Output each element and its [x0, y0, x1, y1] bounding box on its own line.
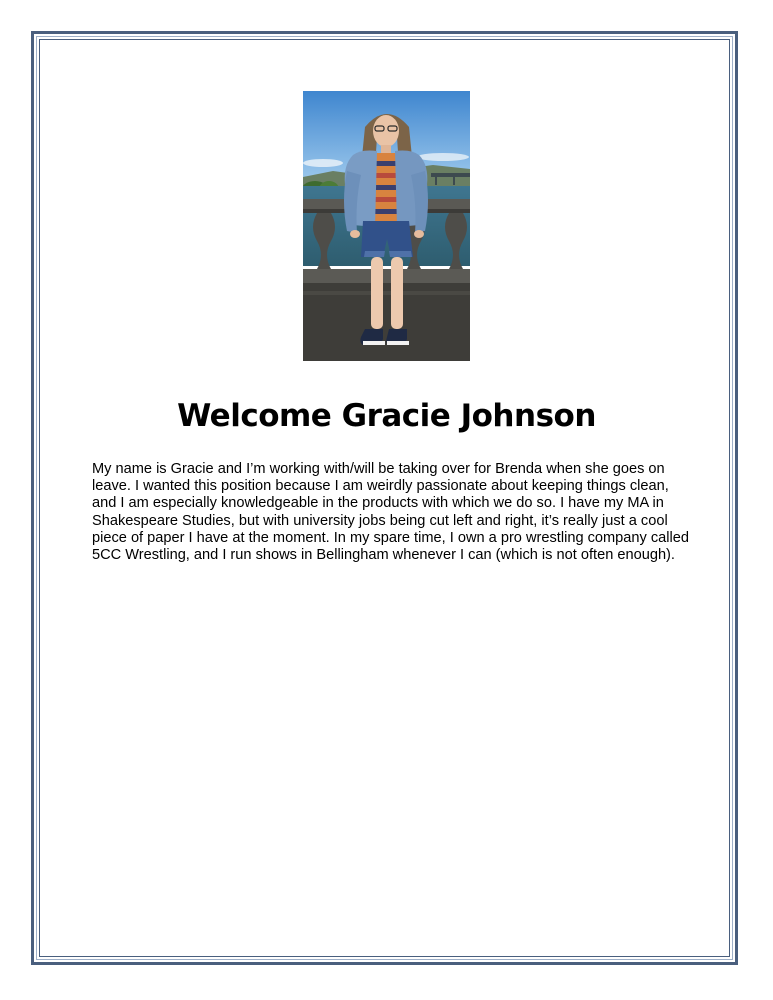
page-title: Welcome Gracie Johnson	[177, 398, 596, 434]
profile-photo	[303, 91, 470, 361]
bio-paragraph: My name is Gracie and I’m working with/will be taking over for Brenda when she goes on leave. I wanted this position because I am weirdly passionate about keeping things clean, and I am especially knowledgeable in the products with which we do so. I have my MA in Shakespeare Studies, but with university jobs being cut left and right, it’s really just a cool piece of paper I have at the moment. In my spare time, I own a pro wrestling company called 5CC Wrestling, and I run shows in Bellingham whenever I can (which is not often enough).	[92, 461, 690, 564]
